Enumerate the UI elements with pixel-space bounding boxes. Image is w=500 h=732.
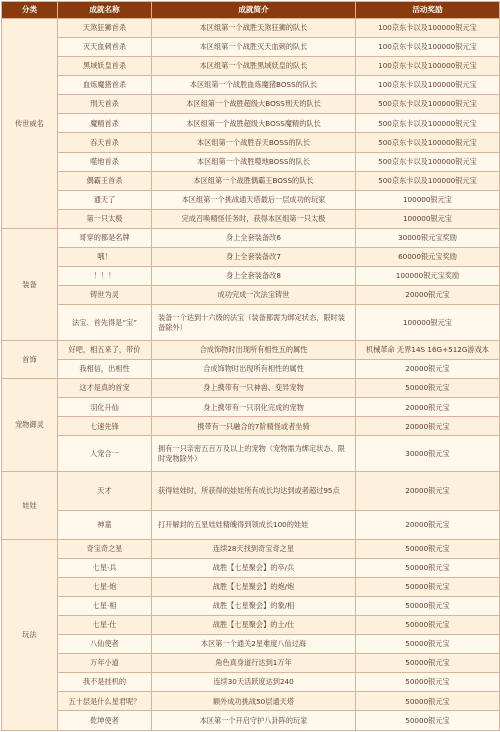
reward-cell: 50000银元宝 xyxy=(356,654,500,673)
achievement-name-cell: 奇宝奇之星 xyxy=(58,539,152,558)
table-row xyxy=(2,133,500,152)
reward-cell: 30000银元宝奖励 xyxy=(356,228,500,247)
achievement-name-cell: 我不是挂机的 xyxy=(58,673,152,692)
reward-cell: 50000银元宝 xyxy=(356,692,500,711)
achievement-description-cell: 获得娃娃时，所获得的娃娃所有成长均达到或者超过95点 xyxy=(152,472,356,510)
reward-cell: 100京东卡以及100000银元宝 xyxy=(356,38,500,57)
achievement-description-cell: 身上携带有一只羽化完成的宠物 xyxy=(152,398,356,417)
reward-cell: 500京东卡以及100000银元宝 xyxy=(356,114,500,133)
achievement-description-cell: 本区组第一个挑战通天塔最后一层成功的玩家 xyxy=(152,190,356,209)
table-row xyxy=(2,152,500,171)
achievement-name-cell: 七速先锋 xyxy=(58,417,152,436)
achievement-name-cell: 第一只太极 xyxy=(58,209,152,228)
achievement-description-cell: 本区组第一个战胜偶霸王BOSS的队长 xyxy=(152,171,356,190)
reward-cell: 50000银元宝 xyxy=(356,635,500,654)
achievement-name-cell: 吞天首杀 xyxy=(58,133,152,152)
achievement-name-cell: 这才是真的首宠 xyxy=(58,379,152,398)
table-row xyxy=(2,398,500,417)
reward-cell: 50000银元宝 xyxy=(356,673,500,692)
achievement-name-cell: 血炼魔猪首杀 xyxy=(58,76,152,95)
table-row xyxy=(2,472,500,510)
reward-cell: 100京东卡以及100000银元宝 xyxy=(356,76,500,95)
table-row xyxy=(2,38,500,57)
table-row xyxy=(2,436,500,472)
table-row xyxy=(2,597,500,616)
achievement-name-cell: 天煞狂狮首杀 xyxy=(58,19,152,38)
header-reward: 活动奖励 xyxy=(356,2,500,19)
reward-cell: 20000银元宝 xyxy=(356,360,500,379)
achievement-name-cell: 天才 xyxy=(58,472,152,510)
achievement-name-cell: 八仙使者 xyxy=(58,635,152,654)
achievement-description-cell: 身上携带有一只神兽、变异宠物 xyxy=(152,379,356,398)
achievement-description-cell: 合成饰物时出现所有相性五的属性 xyxy=(152,341,356,360)
achievement-description-cell: 战胜【七星聚会】的象/相 xyxy=(152,597,356,616)
achievement-description-cell: 本区组第一个战胜吞天BOSS的队长 xyxy=(152,133,356,152)
table-row xyxy=(2,673,500,692)
achievement-name-cell: 羽化升仙 xyxy=(58,398,152,417)
reward-cell: 100京东卡以及100000银元宝 xyxy=(356,19,500,38)
achievement-name-cell: 神童 xyxy=(58,510,152,539)
achievement-name-cell: 万年小道 xyxy=(58,654,152,673)
table-row xyxy=(2,379,500,398)
table-row xyxy=(2,417,500,436)
table-row xyxy=(2,558,500,577)
header-category: 分类 xyxy=(2,2,58,19)
achievement-name-cell: 好吧，相五来了，带价 xyxy=(58,341,152,360)
table-row xyxy=(2,57,500,76)
table-row xyxy=(2,510,500,539)
reward-cell: 20000银元宝 xyxy=(356,417,500,436)
achievement-description-cell: 战胜【七星聚会】的士/仕 xyxy=(152,616,356,635)
header-description: 成就简介 xyxy=(152,2,356,19)
achievement-description-cell: 拥有一只亲密五百万及以上的宠物（宠物需为绑定状态、限时宠物除外） xyxy=(152,436,356,472)
achievement-name-cell: 刑天首杀 xyxy=(58,95,152,114)
table-row xyxy=(2,341,500,360)
reward-cell: 500京东卡以及100000银元宝 xyxy=(356,95,500,114)
reward-cell: 100000银元宝 xyxy=(356,190,500,209)
achievement-name-cell: 七星·相 xyxy=(58,597,152,616)
achievement-name-cell: 通天了 xyxy=(58,190,152,209)
achievement-name-cell: 七星·仕 xyxy=(58,616,152,635)
reward-cell: 100000银元宝 xyxy=(356,209,500,228)
table-row xyxy=(2,228,500,247)
reward-cell: 50000银元宝 xyxy=(356,577,500,596)
achievement-description-cell: 本区组第一个战胜超级大BOSS魔精的队长 xyxy=(152,114,356,133)
achievement-description-cell: 身上全套装备改6 xyxy=(152,228,356,247)
achievement-description-cell: 本区组第一个战胜噬地BOSS的队长 xyxy=(152,152,356,171)
table-row xyxy=(2,539,500,558)
achievement-name-cell: 五十层是什么星君呢？ xyxy=(58,692,152,711)
reward-cell: 50000银元宝 xyxy=(356,539,500,558)
reward-cell: 500京东卡以及100000银元宝 xyxy=(356,133,500,152)
table-row xyxy=(2,635,500,654)
reward-cell: 20000银元宝 xyxy=(356,286,500,305)
header-name: 成就名称 xyxy=(58,2,152,19)
reward-cell: 20000银元宝 xyxy=(356,472,500,510)
reward-cell: 100京东卡以及100000银元宝 xyxy=(356,57,500,76)
category-cell: 传世威名 xyxy=(2,19,58,229)
table-body xyxy=(2,19,500,731)
achievement-description-cell: 打开解封的五星娃娃精魄得到领成长100的娃娃 xyxy=(152,510,356,539)
table-row xyxy=(2,171,500,190)
achievement-description-cell: 本区组第一个战胜灭天血刺的队长 xyxy=(152,38,356,57)
achievement-name-cell: 哥穿的都是名牌 xyxy=(58,228,152,247)
table-row xyxy=(2,692,500,711)
achievement-description-cell: 战胜【七星聚会】的炮/炮 xyxy=(152,577,356,596)
achievement-name-cell: 七星·炮 xyxy=(58,577,152,596)
table-row xyxy=(2,577,500,596)
achievement-description-cell: 角色真身道行达到1万年 xyxy=(152,654,356,673)
table-row xyxy=(2,711,500,731)
reward-cell: 30000银元宝 xyxy=(356,436,500,472)
achievement-description-cell: 额外成功挑战50层通天塔 xyxy=(152,692,356,711)
achievement-name-cell: 七星·兵 xyxy=(58,558,152,577)
achievement-description-cell: 合成饰物时出现所有相性的属性 xyxy=(152,360,356,379)
reward-cell: 500京东卡以及100000银元宝 xyxy=(356,152,500,171)
achievement-description-cell: 本区组第一个战胜超级大BOSS刑天的队长 xyxy=(152,95,356,114)
reward-cell: 50000银元宝 xyxy=(356,597,500,616)
category-cell: 娃娃 xyxy=(2,472,58,539)
achievement-name-cell: 人宠合一 xyxy=(58,436,152,472)
achievement-description-cell: 战胜【七星聚会】的卒/兵 xyxy=(152,558,356,577)
achievement-description-cell: 本区组第一个战胜天煞狂狮的队长 xyxy=(152,19,356,38)
achievement-name-cell: 偶霸王首杀 xyxy=(58,171,152,190)
achievement-description-cell: 携带有一只融合的7阶精怪或者坐骑 xyxy=(152,417,356,436)
achievement-name-cell: 灭天血刺首杀 xyxy=(58,38,152,57)
table-row xyxy=(2,19,500,38)
achievement-table xyxy=(1,1,500,731)
table-row xyxy=(2,76,500,95)
category-cell: 宠物御灵 xyxy=(2,379,58,472)
achievement-description-cell: 装备一个达到十六级的法宝（装备都需为绑定状态，限时装备除外） xyxy=(152,305,356,341)
table-row xyxy=(2,114,500,133)
achievement-description-cell: 连续28天找到奇宝奇之星 xyxy=(152,539,356,558)
table-row xyxy=(2,209,500,228)
achievement-name-cell: 噬地首杀 xyxy=(58,152,152,171)
achievement-description-cell: 本区组第一个战胜黑域妖皇的队长 xyxy=(152,57,356,76)
achievement-description-cell: 连续30天活跃度达到240 xyxy=(152,673,356,692)
reward-cell: 机械革命 无界14S 16G+512G游戏本 xyxy=(356,341,500,360)
achievement-name-cell: 乾坤使者 xyxy=(58,711,152,731)
achievement-name-cell: 黑域妖皇首杀 xyxy=(58,57,152,76)
reward-cell: 20000银元宝 xyxy=(356,398,500,417)
category-cell: 装备 xyxy=(2,228,58,340)
achievement-name-cell: ！！！ xyxy=(58,267,152,286)
achievement-description-cell: 本区第一个通关2星难度八仙过海 xyxy=(152,635,356,654)
achievement-description-cell: 完成召唤精怪任务时，获得本区组第一只太极 xyxy=(152,209,356,228)
table-row xyxy=(2,95,500,114)
reward-cell: 60000银元宝奖励 xyxy=(356,247,500,266)
table-row xyxy=(2,305,500,341)
table-row xyxy=(2,286,500,305)
table-row xyxy=(2,247,500,266)
achievement-name-cell: 我相信，出相性 xyxy=(58,360,152,379)
reward-cell: 50000银元宝 xyxy=(356,558,500,577)
achievement-name-cell: 铸世为灵 xyxy=(58,286,152,305)
achievement-description-cell: 身上全套装备改7 xyxy=(152,247,356,266)
table-row xyxy=(2,360,500,379)
reward-cell: 50000银元宝 xyxy=(356,711,500,731)
reward-cell: 500京东卡以及100000银元宝 xyxy=(356,171,500,190)
table-row xyxy=(2,654,500,673)
category-cell: 玩法 xyxy=(2,539,58,730)
achievement-name-cell: 法宝、首先得是“宝” xyxy=(58,305,152,341)
category-cell: 首饰 xyxy=(2,341,58,379)
table-row xyxy=(2,190,500,209)
achievement-description-cell: 身上全套装备改8 xyxy=(152,267,356,286)
header-row xyxy=(2,2,500,19)
reward-cell: 100000银元宝 xyxy=(356,305,500,341)
reward-cell: 20000银元宝 xyxy=(356,510,500,539)
reward-cell: 100000银元宝奖励 xyxy=(356,267,500,286)
achievement-description-cell: 本区第一个开启守护八卦阵的玩家 xyxy=(152,711,356,731)
table-row xyxy=(2,616,500,635)
achievement-name-cell: 魔精首杀 xyxy=(58,114,152,133)
achievement-description-cell: 成功完成一次法宝铸世 xyxy=(152,286,356,305)
achievement-description-cell: 本区组第一个战胜血炼魔猪BOSS的队长 xyxy=(152,76,356,95)
reward-cell: 50000银元宝 xyxy=(356,379,500,398)
table-row xyxy=(2,267,500,286)
reward-cell: 50000银元宝 xyxy=(356,616,500,635)
achievement-name-cell: 哦！ xyxy=(58,247,152,266)
